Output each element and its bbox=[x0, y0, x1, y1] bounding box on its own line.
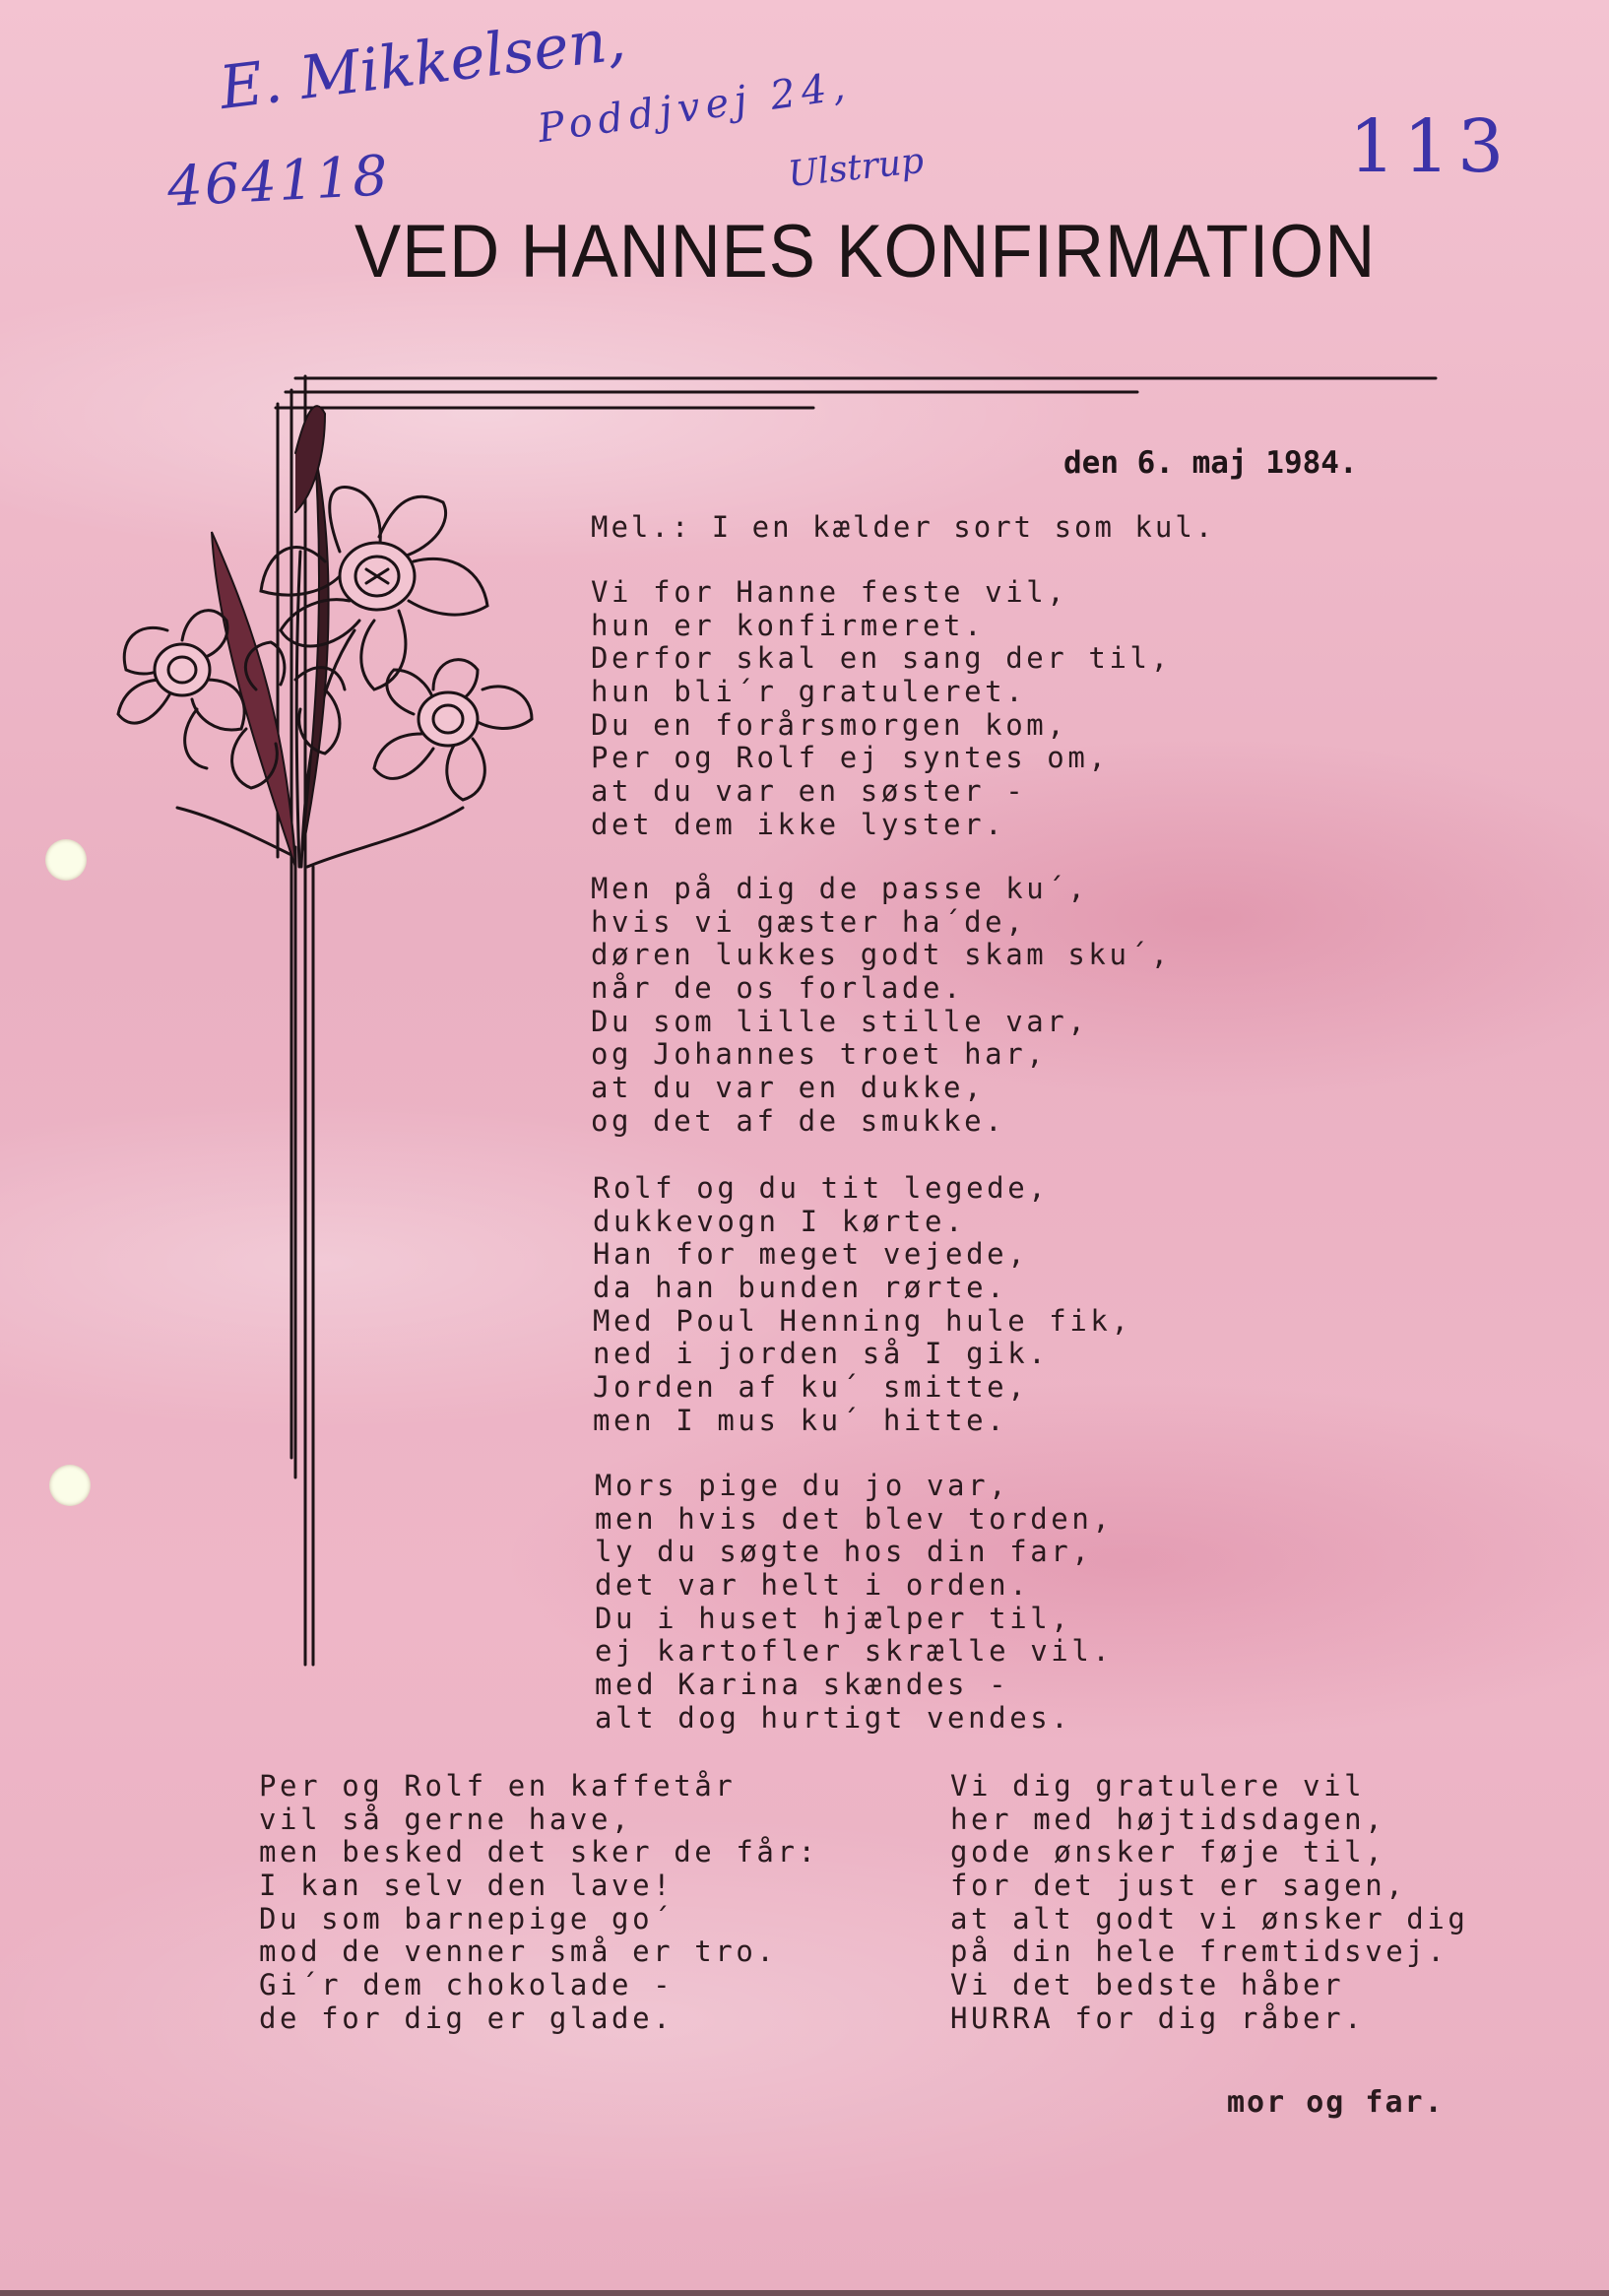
verse-line: gode ønsker føje til, bbox=[950, 1835, 1386, 1870]
verse-line: Han for meget vejede, bbox=[593, 1237, 1029, 1272]
verse-line: Du en forårsmorgen kom, bbox=[591, 707, 1068, 742]
handwritten-page-number: 113 bbox=[1349, 104, 1512, 189]
verse-line: og Johannes troet har, bbox=[591, 1037, 1048, 1072]
scan-edge bbox=[0, 2290, 1609, 2296]
verse-line: hun bli´r gratuleret. bbox=[591, 675, 1027, 709]
date: den 6. maj 1984. bbox=[1063, 445, 1358, 481]
verse-line: mod de venner små er tro. bbox=[259, 1935, 778, 1969]
verse-line: Derfor skal en sang der til, bbox=[591, 641, 1172, 676]
verse-line: hvis vi gæster ha´de, bbox=[591, 904, 1027, 939]
verse-line: når de os forlade. bbox=[591, 971, 965, 1006]
handwritten-street: Poddjvej 24, bbox=[535, 62, 854, 153]
page-title: VED HANNES KONFIRMATION bbox=[354, 210, 1377, 294]
verse-line: Men på dig de passe ku´, bbox=[591, 872, 1089, 905]
verse-line: ej kartofler skrælle vil. bbox=[595, 1634, 1114, 1669]
stanza-3 bbox=[593, 1172, 1132, 1438]
punch-hole bbox=[49, 1465, 91, 1506]
verse-line: da han bunden rørte. bbox=[593, 1271, 1008, 1305]
verse-line: Per og Rolf ej syntes om, bbox=[591, 741, 1110, 775]
verse-line: at du var en dukke, bbox=[591, 1071, 986, 1105]
verse-line: Du som lille stille var, bbox=[591, 1004, 1089, 1038]
verse-line: ned i jorden så I gik. bbox=[593, 1337, 1050, 1371]
verse-line: det var helt i orden. bbox=[595, 1568, 1031, 1603]
verse-line: at du var en søster - bbox=[591, 774, 1027, 809]
verse-line: for det just er sagen, bbox=[950, 1869, 1407, 1903]
verse-line: de for dig er glade. bbox=[259, 2001, 675, 2035]
handwritten-number: 464118 bbox=[165, 144, 392, 220]
handwritten-city: Ulstrup bbox=[786, 140, 926, 196]
verse-line: Vi for Hanne feste vil, bbox=[591, 575, 1068, 609]
verse-line: men besked det sker de får: bbox=[259, 1835, 819, 1870]
verse-line: og det af de smukke. bbox=[591, 1103, 1006, 1138]
verse-line: alt dog hurtigt vendes. bbox=[595, 1700, 1072, 1735]
handwritten-name: E. Mikkelsen, bbox=[216, 5, 629, 123]
verse-line: Per og Rolf en kaffetår bbox=[259, 1769, 737, 1803]
verse-line: hun er konfirmeret. bbox=[591, 608, 986, 642]
stanza-5 bbox=[259, 1770, 819, 2036]
verse-line: Gi´r dem chokolade - bbox=[259, 1968, 675, 2002]
verse-line: Du som barnepige go´ bbox=[259, 1901, 675, 1935]
verse-line: med Karina skændes - bbox=[595, 1668, 1010, 1702]
verse-line: at alt godt vi ønsker dig bbox=[950, 1901, 1469, 1935]
verse-line: dukkevogn I kørte. bbox=[593, 1204, 967, 1238]
verse-line: HURRA for dig råber. bbox=[950, 2001, 1366, 2035]
signature: mor og far. bbox=[1227, 2085, 1445, 2120]
verse-line: Vi det bedste håber bbox=[950, 1968, 1345, 2002]
verse-line: vil så gerne have, bbox=[259, 1802, 633, 1836]
stanza-1 bbox=[591, 576, 1172, 842]
verse-line: Vi dig gratulere vil bbox=[950, 1769, 1366, 1803]
verse-line: men hvis det blev torden, bbox=[595, 1501, 1114, 1536]
stanza-6 bbox=[950, 1770, 1469, 2036]
verse-line: Du i huset hjælper til, bbox=[595, 1601, 1072, 1635]
punch-hole bbox=[45, 839, 87, 881]
verse-line: Rolf og du tit legede, bbox=[593, 1171, 1050, 1205]
stanza-4 bbox=[595, 1470, 1114, 1736]
verse-line: på din hele fremtidsvej. bbox=[950, 1935, 1448, 1969]
verse-line: ly du søgte hos din far, bbox=[595, 1535, 1093, 1569]
verse-line: Med Poul Henning hule fik, bbox=[593, 1303, 1132, 1338]
verse-line: Jorden af ku´ smitte, bbox=[593, 1370, 1029, 1405]
melody-note: Mel.: I en kælder sort som kul. bbox=[591, 510, 1216, 544]
verse-line: I kan selv den lave! bbox=[259, 1869, 675, 1903]
verse-line: men I mus ku´ hitte. bbox=[593, 1403, 1008, 1437]
stanza-2 bbox=[591, 873, 1172, 1139]
verse-line: Mors pige du jo var, bbox=[595, 1469, 1010, 1502]
verse-line: det dem ikke lyster. bbox=[591, 807, 1006, 841]
verse-line: døren lukkes godt skam sku´, bbox=[591, 938, 1172, 972]
verse-line: her med højtidsdagen, bbox=[950, 1802, 1386, 1836]
